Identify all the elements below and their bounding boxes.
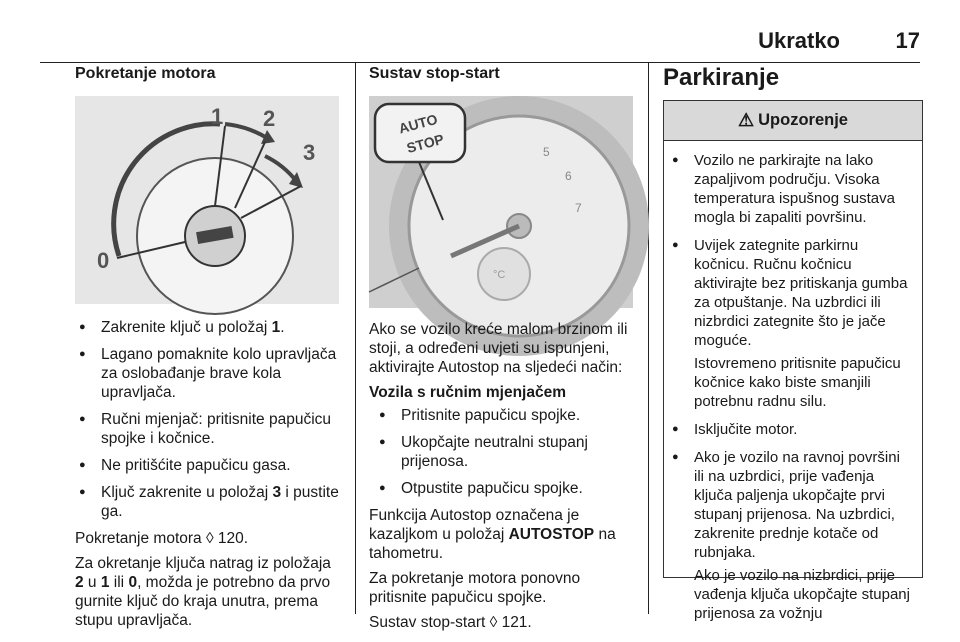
key-return-paragraph: Za okretanje ključa natrag iz položaja 2 u 1 ili 0, možda je potrebno da prvo gurnite ključ do kraja unutra, prema stupu upravljača.: [75, 555, 331, 629]
list-item: ● Ukopčajte neutralni stupanj prijenosa.: [369, 433, 635, 471]
list-item: ● Otpustite papučicu spojke.: [369, 479, 635, 498]
gauge-label-6: 6: [565, 169, 572, 183]
autostop-steps: [369, 406, 635, 498]
gauge-label-7: 7: [575, 201, 582, 215]
engine-start-steps: [75, 318, 343, 521]
stop-label: STOP: [404, 130, 446, 157]
autostop-indicator-paragraph: Funkcija Autostop označena je kazaljkom u položaj AUTOSTOP na tahometru.: [369, 507, 616, 562]
figure-label-0: 0: [97, 248, 110, 273]
list-item: ● Vozilo ne parkirajte na lako zapaljivom području. Visoka temperatura ispušnog sustava mogla bi zapaliti površinu.: [670, 151, 912, 227]
tachometer-figure: [369, 96, 633, 308]
list-item-extra: Istovremeno pritisnite papučicu kočnice kako biste smanjili potrebnu radnu silu.: [694, 355, 901, 410]
list-item: ● Lagano pomaknite kolo upravljača za oslobađanje brave kola upravljača.: [75, 345, 343, 402]
warning-header: [664, 101, 922, 141]
list-item: ● Ključ zakrenite u položaj 3 i pustite ga.: [75, 483, 343, 521]
column-engine-start: [75, 62, 343, 636]
column-divider-2: [648, 62, 649, 614]
list-item-extra: Ako je vozilo na nizbrdici, prije vađenja ključa ukopčajte stupanj prijenosa za vožnju: [694, 567, 910, 622]
cross-reference-engine-start: Pokretanje motora ◊ 120.: [75, 530, 249, 547]
warning-box: [663, 100, 923, 622]
list-item: ● Isključite motor.: [670, 420, 912, 439]
tachometer-illustration: [369, 96, 633, 308]
list-item: ● Uvijek zategnite parkirnu kočnicu. Ručnu kočnicu aktivirajte bez pritiskanja gumba za otpuštanje. Na uzbrdici ili nizbrdici zategnite što je jače moguće. Istovremeno pritisnite papučicu kočnice kako biste smanjili potrebnu radnu silu.: [670, 236, 912, 411]
column-stop-start: [369, 62, 635, 638]
page-header: [40, 28, 920, 58]
gauge-label-5: 5: [543, 145, 550, 159]
list-item: ● Pritisnite papučicu spojke.: [369, 406, 635, 425]
warning-title: Upozorenje: [758, 111, 848, 129]
header-title: Ukratko: [758, 28, 840, 53]
figure-label-2: 2: [263, 106, 276, 131]
warning-triangle-icon: ⚠: [738, 110, 755, 130]
stop-start-intro: Ako se vozilo kreće malom brzinom ili stoji, a određeni uvjeti su ispunjeni, aktivirajte Autostop na sljedeći način:: [369, 321, 628, 376]
manual-transmission-subhead: Vozila s ručnim mjenjačem: [369, 384, 566, 401]
section-title-stop-start: Sustav stop-start: [369, 65, 500, 82]
gauge-label-temp: °C: [493, 269, 506, 281]
column-parking: [663, 62, 923, 622]
parking-warnings: [670, 151, 912, 623]
figure-label-3: 3: [303, 140, 316, 165]
column-divider-1: [355, 62, 356, 614]
list-item: ● Ne pritišćite papučicu gasa.: [75, 456, 343, 475]
ignition-figure: [75, 96, 339, 304]
auto-label: AUTO: [396, 110, 440, 137]
page-number: 17: [895, 28, 920, 53]
cross-reference-stop-start: Sustav stop-start ◊ 121.: [369, 614, 532, 631]
list-item: ● Ručni mjenjač: pritisnite papučicu spojke i kočnice.: [75, 410, 343, 448]
list-item: ● Ako je vozilo na ravnoj površini ili na uzbrdici, prije vađenja ključa paljenja ukopčajte prvi stupanj prijenosa. Na uzbrdici, zakrenite prednje kotače od rubnjaka. Ako je vozilo na nizbrdici, prije vađenja ključa ukopčajte stupanj prijenosa za vožnju: [670, 448, 912, 623]
warning-body: [664, 141, 922, 623]
restart-engine-paragraph: Za pokretanje motora ponovno pritisnite papučicu spojke.: [369, 570, 581, 606]
section-title-parking: Parkiranje: [663, 64, 780, 91]
figure-label-1: 1: [211, 104, 224, 129]
section-title-engine-start: Pokretanje motora: [75, 65, 216, 82]
ignition-lock-illustration: [75, 96, 339, 304]
list-item: ● Zakrenite ključ u položaj 1.: [75, 318, 343, 337]
